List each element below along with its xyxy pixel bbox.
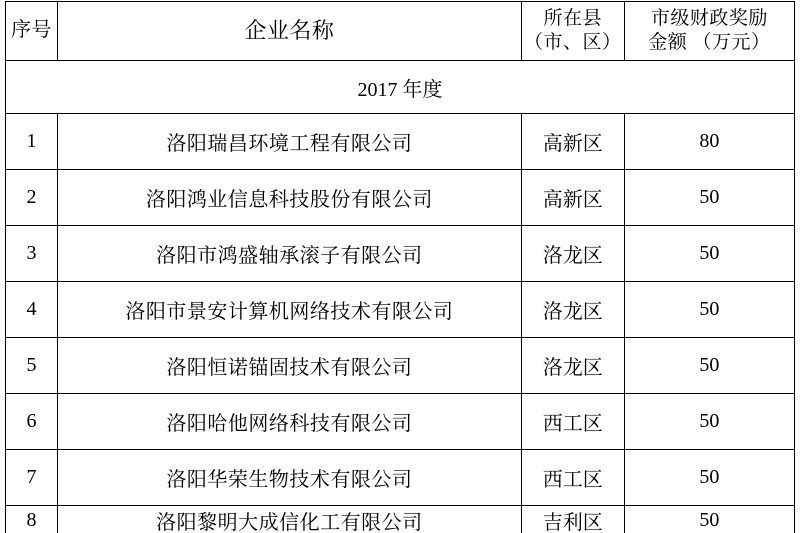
column-header-name: 企业名称 bbox=[58, 2, 522, 61]
row-company-name: 洛阳市景安计算机网络技术有限公司 bbox=[58, 282, 522, 338]
table-row bbox=[6, 450, 795, 506]
row-company-name: 洛阳哈他网络科技有限公司 bbox=[58, 394, 522, 450]
column-header-region-line2: （市、区） bbox=[523, 32, 622, 53]
row-index: 1 bbox=[6, 114, 58, 170]
row-amount: 50 bbox=[624, 226, 794, 282]
row-index: 6 bbox=[6, 394, 58, 450]
row-region: 洛龙区 bbox=[521, 282, 624, 338]
row-index: 4 bbox=[6, 282, 58, 338]
award-table bbox=[5, 1, 795, 533]
row-company-name: 洛阳鸿业信息科技股份有限公司 bbox=[58, 170, 522, 226]
column-header-amount-line1: 市级财政奖励 bbox=[650, 7, 768, 29]
row-index: 3 bbox=[6, 226, 58, 282]
row-amount: 50 bbox=[624, 170, 794, 226]
row-index: 5 bbox=[6, 338, 58, 394]
row-amount: 50 bbox=[624, 282, 794, 338]
row-region: 高新区 bbox=[521, 114, 624, 170]
row-company-name: 洛阳瑞昌环境工程有限公司 bbox=[58, 114, 522, 170]
table-header-row bbox=[6, 2, 795, 61]
row-region: 吉利区 bbox=[521, 506, 624, 533]
row-index: 7 bbox=[6, 450, 58, 506]
year-section-label: 2017 年度 bbox=[6, 61, 795, 114]
column-header-region bbox=[521, 2, 624, 61]
row-amount: 50 bbox=[624, 450, 794, 506]
row-region: 西工区 bbox=[521, 394, 624, 450]
table-row bbox=[6, 506, 795, 533]
table-header bbox=[6, 2, 795, 61]
row-company-name: 洛阳黎明大成信化工有限公司 bbox=[58, 506, 522, 533]
row-region: 洛龙区 bbox=[521, 338, 624, 394]
row-region: 洛龙区 bbox=[521, 226, 624, 282]
row-company-name: 洛阳市鸿盛轴承滚子有限公司 bbox=[58, 226, 522, 282]
table-row bbox=[6, 170, 795, 226]
column-header-index: 序号 bbox=[6, 2, 58, 61]
column-header-amount bbox=[624, 2, 794, 61]
row-region: 西工区 bbox=[521, 450, 624, 506]
column-header-region-line1: 所在县 bbox=[543, 7, 602, 29]
row-region: 高新区 bbox=[521, 170, 624, 226]
row-amount: 80 bbox=[624, 114, 794, 170]
row-company-name: 洛阳恒诺锚固技术有限公司 bbox=[58, 338, 522, 394]
row-amount: 50 bbox=[624, 394, 794, 450]
row-index: 2 bbox=[6, 170, 58, 226]
column-header-amount-line2: 金额 （万元） bbox=[648, 32, 771, 53]
row-amount: 50 bbox=[624, 506, 794, 533]
table-row bbox=[6, 282, 795, 338]
table-row bbox=[6, 394, 795, 450]
row-company-name: 洛阳华荣生物技术有限公司 bbox=[58, 450, 522, 506]
row-amount: 50 bbox=[624, 338, 794, 394]
table-body bbox=[6, 61, 795, 533]
year-section-row bbox=[6, 61, 795, 114]
row-index: 8 bbox=[6, 506, 58, 533]
table-row bbox=[6, 114, 795, 170]
table-row bbox=[6, 226, 795, 282]
table-row bbox=[6, 338, 795, 394]
